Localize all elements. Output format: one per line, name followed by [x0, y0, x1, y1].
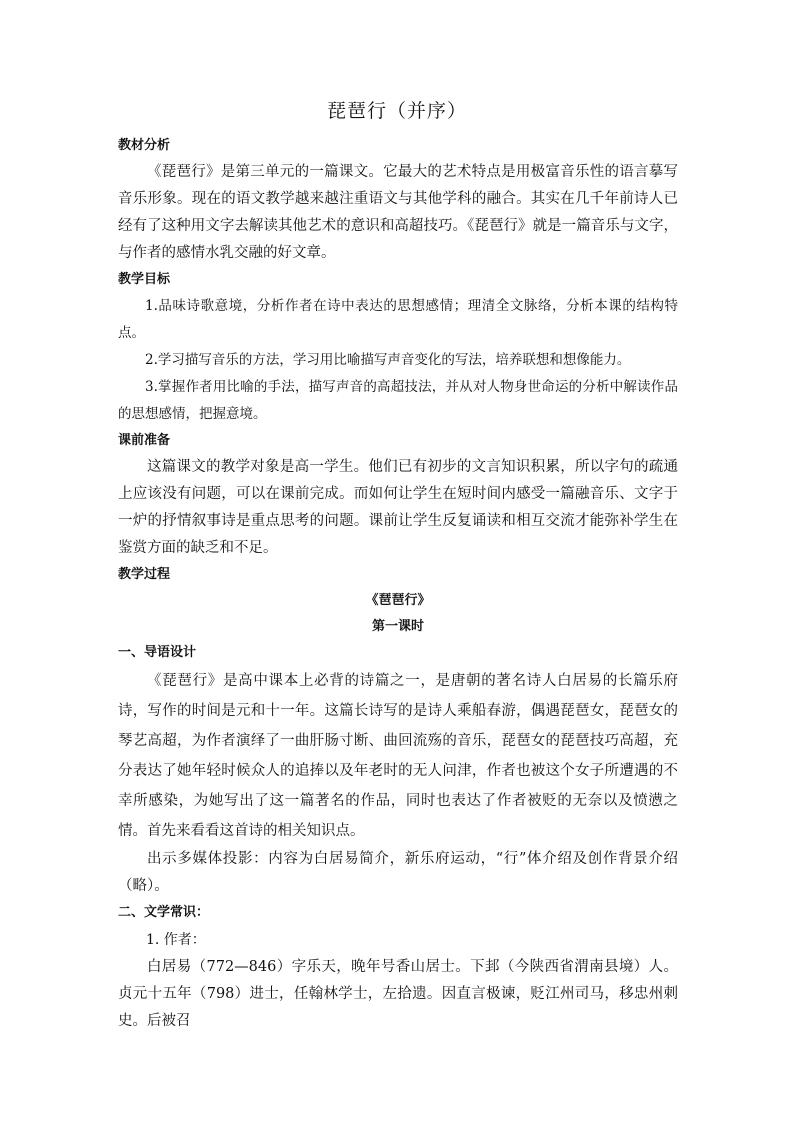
prep-paragraph: 这篇课文的教学对象是高一学生。他们已有初步的文言知识积累，所以字句的疏通上应该没有问题，可以在课前完成。而如何让学生在短时间内感受一篇融音乐、文字于一炉的抒情叙事诗是重点思考的问题。课前让学生反复诵读和相互交流才能弥补学生在鉴赏方面的缺乏和不足。 [118, 459, 678, 556]
analysis-paragraph: 《琵琶行》是第三单元的一篇课文。它最大的艺术特点是用极富音乐性的语言摹写音乐形象。现在的语文教学越来越注重语文与其他学科的融合。其实在几千年前诗人已经有了这种用文字去解读其他艺术的意识和高超技巧。《琵琶行》就是一篇音乐与文字，与作者的感情水乳交融的好文章。 [118, 164, 678, 261]
page-title: 琵琶行（并序） [326, 100, 467, 122]
goal-item-1: 1.品味诗歌意境，分析作者在诗中表达的思想感情；理清全文脉络，分析本课的结构特点。 [118, 298, 678, 341]
intro-heading: 一、导语设计 [118, 645, 197, 660]
author-item-label: 1. 作者： [146, 932, 206, 948]
goals-heading: 教学目标 [118, 272, 171, 287]
prep-heading: 课前准备 [118, 433, 171, 448]
section-center-subtitle: 第一课时 [371, 619, 424, 634]
analysis-heading: 教材分析 [118, 138, 171, 153]
document-body [118, 133, 678, 1035]
intro-paragraph: 《琵琶行》是高中课本上必背的诗篇之一，是唐朝的著名诗人白居易的长篇乐府诗，写作的时间是元和十一年。这篇长诗写的是诗人乘船春游，偶遇琵琶女，琵琶女的琴艺高超，为作者演绎了一曲肝肠寸断、曲回流殇的音乐，琵琶女的琵琶技巧高超，充分表达了她年轻时候众人的追捧以及年老时的无人问津，作者也被这个女子所遭遇的不幸所感染，为她写出了这一篇著名的作品，同时也表达了作者被贬的无奈以及愤懑之情。首先来看看这首诗的相关知识点。 [118, 673, 678, 839]
author-paragraph: 白居易（772—846）字乐天，晚年号香山居士。下邽（今陕西省渭南县境）人。贞元十五年（798）进士，任翰林学士，左拾遗。因直言极谏，贬江州司马，移忠州刺史。后被召 [118, 959, 678, 1029]
media-paragraph: 出示多媒体投影：内容为白居易简介，新乐府运动，“行”体介绍及创作背景介绍（略）。 [118, 851, 678, 894]
goal-item-3: 3.掌握作者用比喻的手法，描写声音的高超技法，并从对人物身世命运的分析中解读作品的思想感情，把握意境。 [118, 379, 678, 422]
section-center-title: 《琶琶行》 [365, 593, 431, 608]
process-heading: 教学过程 [118, 567, 171, 582]
literature-heading: 二、文学常识： [118, 905, 210, 920]
goal-item-2: 2.学习描写音乐的方法，学习用比喻描写声音变化的写法，培养联想和想像能力。 [145, 352, 631, 368]
